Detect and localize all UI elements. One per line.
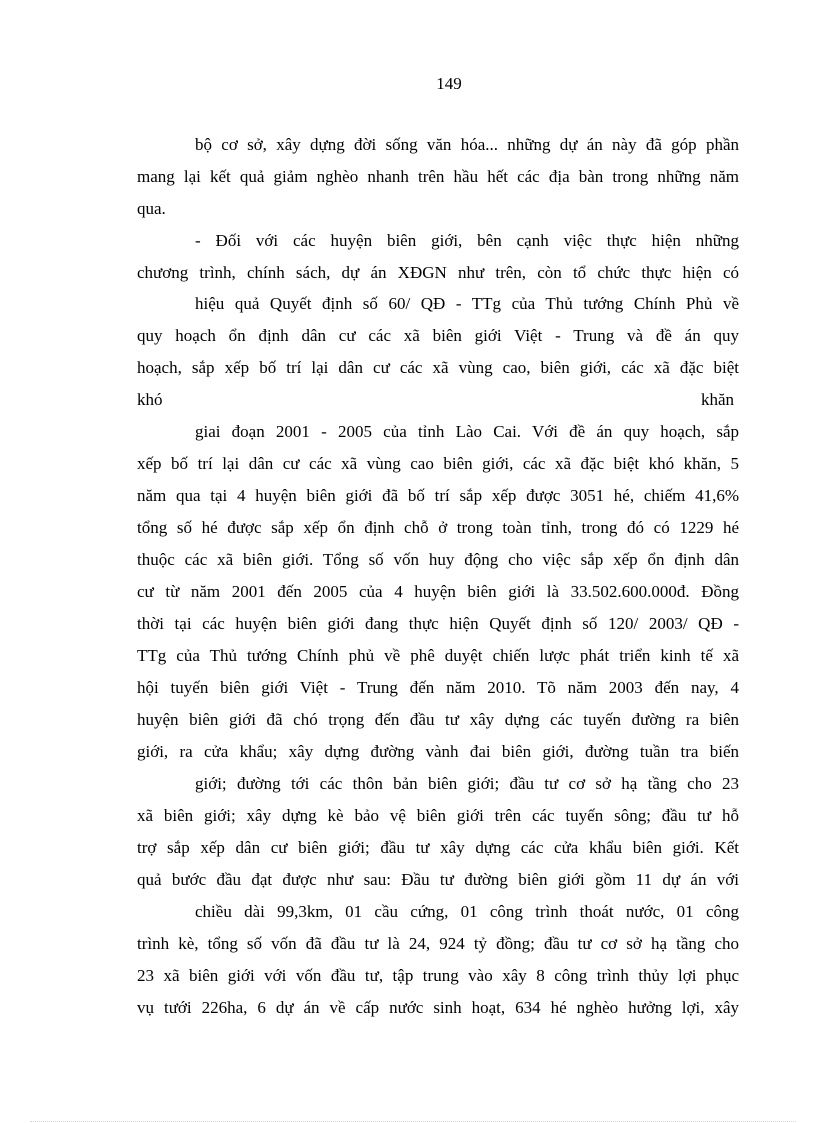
text-line: xếp bố trí lại dân cư các xã vùng cao biên giới, các xã đặc biệt khó khăn, 5 (137, 454, 739, 473)
text-line: 23 xã biên giới với vốn đầu tư, tập trung vào xây 8 công trình thủy lợi phục (137, 966, 739, 985)
text-line: giai đoạn 2001 - 2005 của tỉnh Lào Cai. Với đề án quy hoạch, sắp (195, 422, 739, 441)
text-line: trình kè, tổng số vốn đã đầu tư là 24, 924 tỷ đồng; đầu tư cơ sở hạ tầng cho (137, 934, 739, 953)
text-line: hoạch, sắp xếp bố trí lại dân cư các xã vùng cao, biên giới, các xã đặc biệt (137, 358, 739, 377)
text-line: cư từ năm 2001 đến 2005 của 4 huyện biên giới là 33.502.600.000đ. Đồng (137, 582, 739, 601)
text-line: trợ sắp xếp dân cư biên giới; đầu tư xây dựng các cửa khẩu biên giới. Kết (137, 838, 739, 857)
text-line: TTg của Thủ tướng Chính phủ về phê duyệt chiến lược phát triển kinh tế xã (137, 646, 739, 665)
text-line: hiệu quả Quyết định số 60/ QĐ - TTg của Thủ tướng Chính Phủ về (195, 294, 739, 313)
text-line: chương trình, chính sách, dự án XĐGN như trên, còn tổ chức thực hiện có (137, 263, 739, 282)
text-line: năm qua tại 4 huyện biên giới đã bố trí sắp xếp được 3051 hé, chiếm 41,6% (137, 486, 739, 505)
text-line: xã biên giới; xây dựng kè bảo vệ biên giới trên các tuyến sông; đầu tư hỗ (137, 806, 739, 825)
text-line: huyện biên giới đã chó trọng đến đầu tư xây dựng các tuyến đường ra biên (137, 710, 739, 729)
footer-divider (30, 1121, 796, 1122)
text-line: tổng số hé được sắp xếp ổn định chỗ ở trong toàn tỉnh, trong đó có 1229 hé (137, 518, 739, 537)
text-line: quy hoạch ổn định dân cư các xã biên giới Việt - Trung và đề án quy (137, 326, 739, 345)
text-line: thời tại các huyện biên giới đang thực hiện Quyết định số 120/ 2003/ QĐ - (137, 614, 739, 633)
text-line: vụ tưới 226ha, 6 dự án về cấp nước sinh hoạt, 634 hé nghèo hưởng lợi, xây (137, 998, 739, 1017)
text-line: thuộc các xã biên giới. Tổng số vốn huy động cho việc sắp xếp ổn định dân (137, 550, 739, 569)
text-line: qua. (137, 199, 166, 218)
text-line: mang lại kết quả giảm nghèo nhanh trên hầu hết các địa bàn trong những năm (137, 167, 739, 186)
text-line: giới; đường tới các thôn bản biên giới; đầu tư cơ sở hạ tầng cho 23 (195, 774, 739, 793)
text-line: hội tuyến biên giới Việt - Trung đến năm 2010. Tõ năm 2003 đến nay, 4 (137, 678, 739, 697)
text-line: quả bước đầu đạt được như sau: Đầu tư đường biên giới gồm 11 dự án với (137, 870, 739, 889)
text-line: bộ cơ sở, xây dựng đời sống văn hóa... những dự án này đã góp phần (195, 135, 739, 154)
text-line: giới, ra cửa khẩu; xây dựng đường vành đai biên giới, đường tuần tra biến (137, 742, 739, 761)
text-line: khó (137, 390, 163, 409)
text-line: - Đối với các huyện biên giới, bên cạnh việc thực hiện những (195, 231, 739, 250)
page-number: 149 (436, 74, 462, 93)
text-line: chiều dài 99,3km, 01 cầu cứng, 01 công trình thoát nước, 01 công (195, 902, 739, 921)
text-line: khăn (701, 390, 735, 409)
